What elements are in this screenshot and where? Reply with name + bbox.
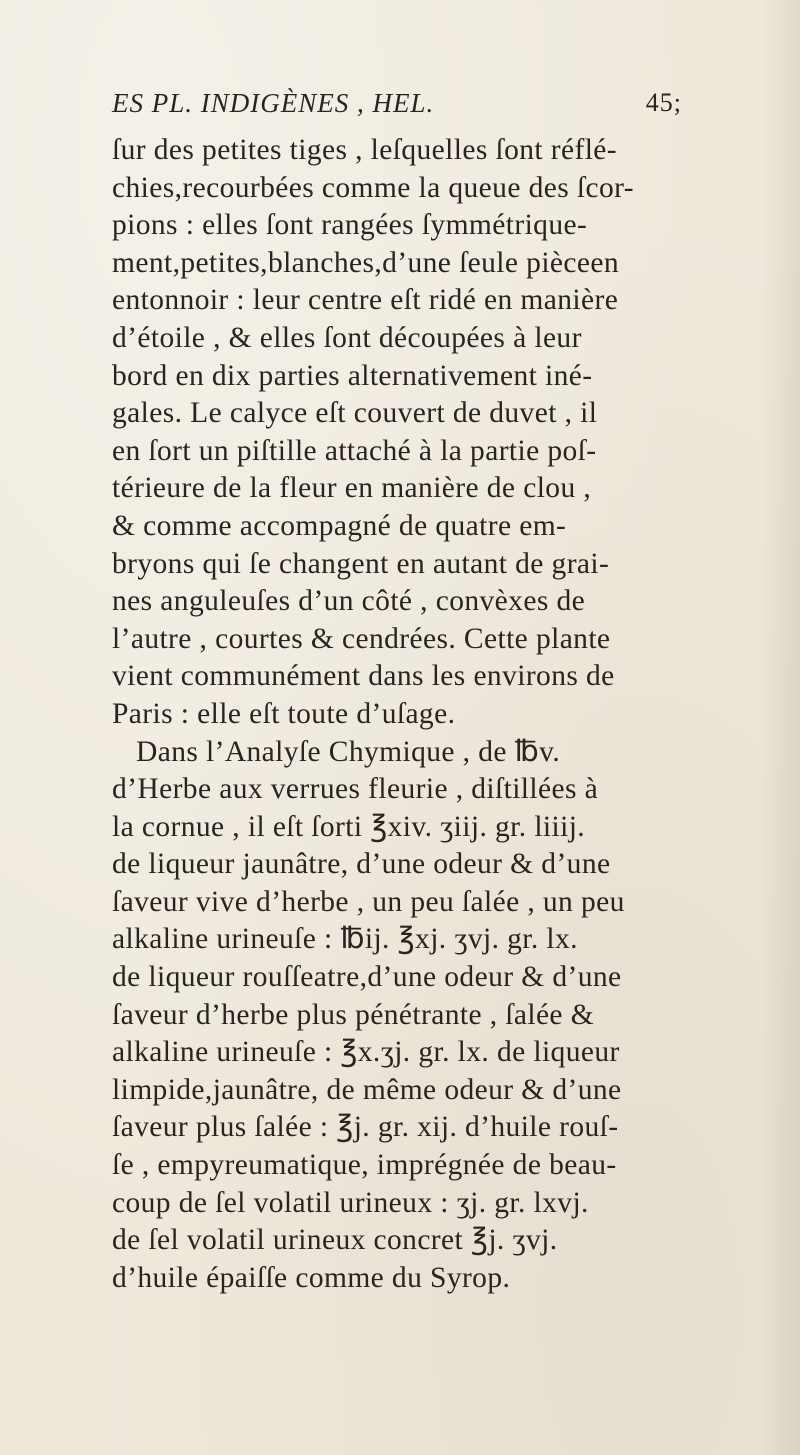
text-line: de liqueur rouſſeatre,d’une odeur & d’une [112,961,622,994]
text-line: vient communément dans les environs de [112,660,615,693]
text-line: bryons qui ſe changent en autant de grai- [112,547,610,580]
text-line: limpide,jaunâtre, de même odeur & d’une [112,1073,622,1106]
text-line: pions : elles ſont rangées ſymmétrique- [112,209,588,242]
text-line: alkaline urineuſe : ℔ij. ℥xj. ʒvj. gr. lx. [112,923,578,956]
text-line: coup de ſel volatil urineux : ʒj. gr. lxvj. [112,1186,589,1219]
text-line: d’huile épaiſſe comme du Syrop. [112,1261,511,1294]
body-text [112,132,692,1297]
page-number: 45; [645,88,682,117]
text-line: d’Herbe aux verrues fleurie , diſtillées à [112,773,599,806]
paragraph-start-line: Dans l’Analyſe Chymique , de ℔v. [136,735,561,768]
text-line: l’autre , courtes & cendrées. Cette plante [112,622,611,655]
text-line: de ſel volatil urineux concret ℥j. ʒvj. [112,1224,558,1257]
text-line: ſur des petites tiges , leſquelles ſont réflé- [112,134,618,166]
text-line: bord en dix parties alternativement iné- [112,359,593,392]
text-line: ſe , empyreumatique, imprégnée de beau- [112,1149,617,1182]
running-head [112,88,682,128]
text-line: de liqueur jaunâtre, d’une odeur & d’une [112,848,611,881]
text-line: nes anguleuſes d’un côté , convèxes de [112,585,586,618]
text-line: ſaveur vive d’herbe , un peu ſalée , un peu [112,885,625,918]
text-line: ſaveur d’herbe plus pénétrante , ſalée & [112,998,595,1031]
text-line: gales. Le calyce eſt couvert de duvet , il [112,397,598,430]
text-line: alkaline urineuſe : ℥x.ʒj. gr. lx. de liqueur [112,1036,620,1069]
text-line: en ſort un piſtille attaché à la partie poſ- [112,434,597,467]
text-line: ment,petites,blanches,d’une ſeule pièceen [112,246,620,279]
text-line: & comme accompagné de quatre em- [112,509,567,542]
running-title: ES PL. INDIGÈNES , HEL. [112,88,435,118]
text-line: ſaveur plus ſalée : ℥j. gr. xij. d’huile rouſ- [112,1111,619,1144]
text-line: d’étoile , & elles ſont découpées à leur [112,321,582,354]
page-edge-shadow [760,0,800,1455]
text-line: la cornue , il eſt ſorti ℥xiv. ʒiij. gr. liiij. [112,810,586,843]
text-line: chies,recourbées comme la queue des ſcor- [112,171,634,204]
text-line: Paris : elle eſt toute d’uſage. [112,697,456,730]
text-line: térieure de la fleur en manière de clou , [112,472,592,505]
text-line: entonnoir : leur centre eſt ridé en manière [112,284,619,317]
